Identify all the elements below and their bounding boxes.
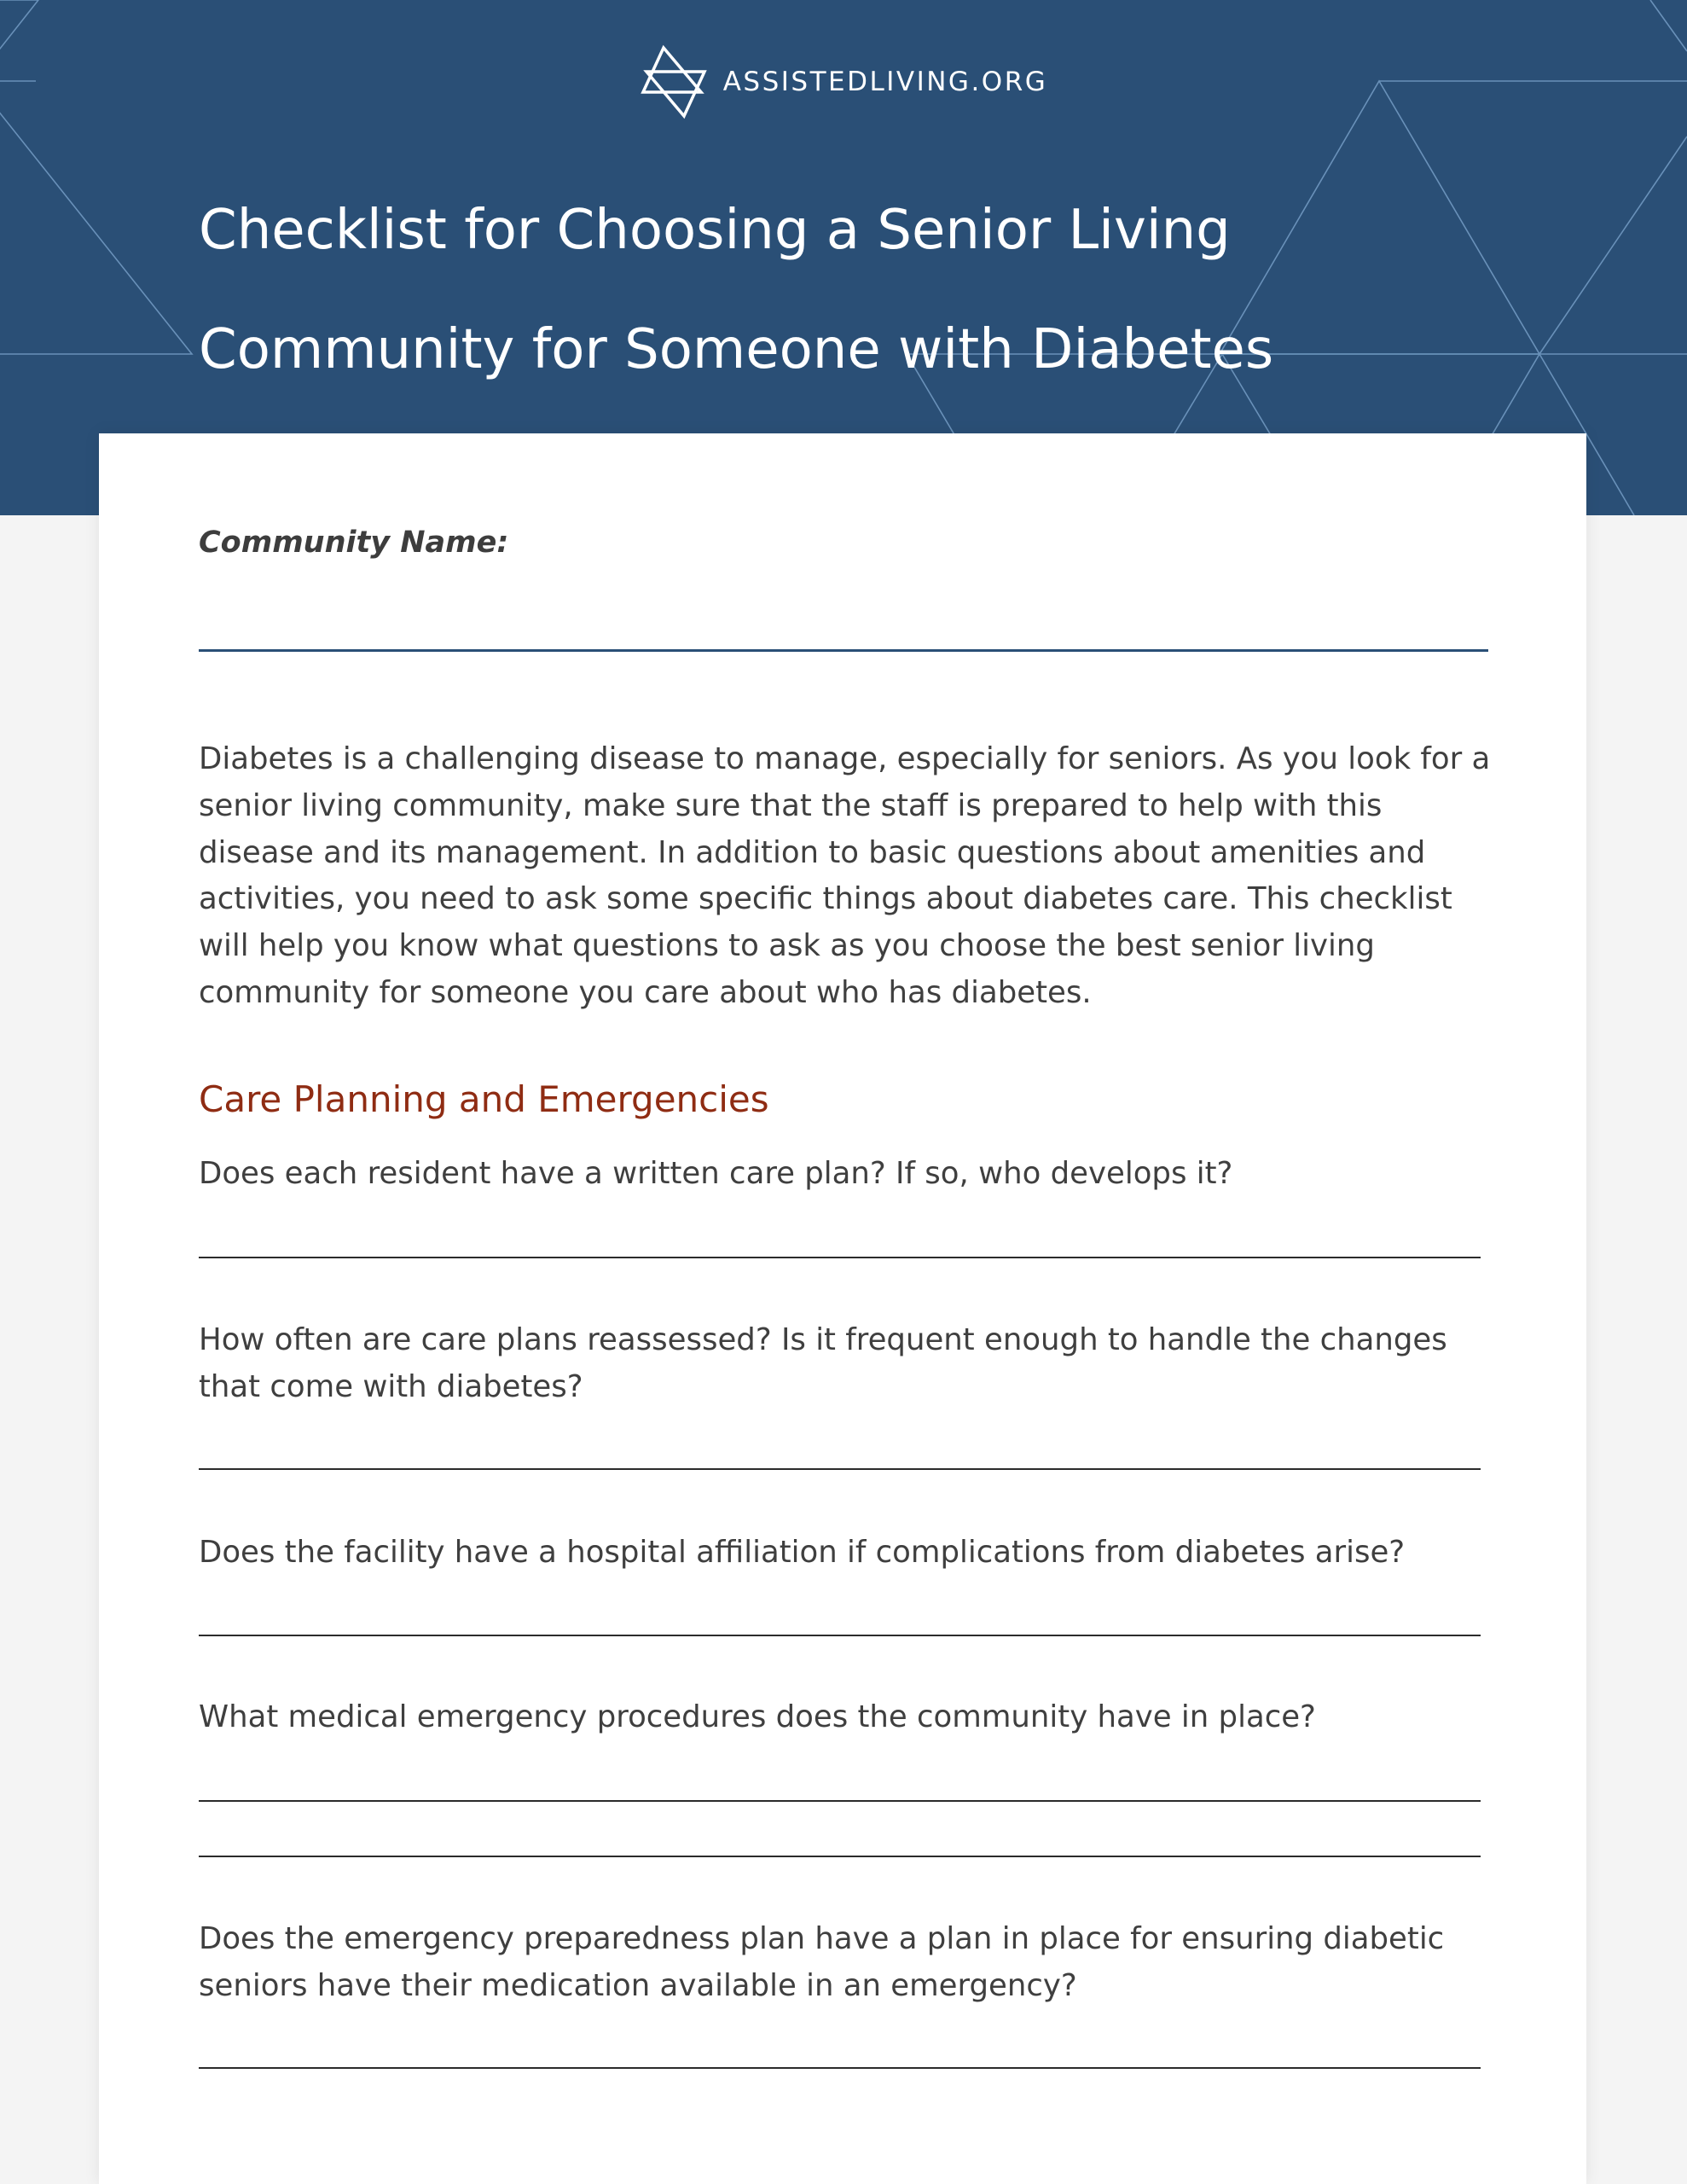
question-2: How often are care plans reassessed? Is it frequent enough to handle the changes that come with diabetes? xyxy=(199,1322,1447,1404)
page-title xyxy=(199,171,1529,410)
page-title-line-2: Community for Someone with Diabetes xyxy=(199,318,1274,381)
community-name-field[interactable] xyxy=(199,649,1488,652)
answer-line-1[interactable] xyxy=(199,1257,1481,1258)
section-heading: Care Planning and Emergencies xyxy=(199,1078,769,1120)
answer-line-3[interactable] xyxy=(199,1635,1481,1636)
answer-line-4b[interactable] xyxy=(199,1856,1481,1857)
intro-paragraph: Diabetes is a challenging disease to manage, especially for seniors. As you look for a senior living community, make sure that the staff is prepared to help with this disease and its management. In addition to basic questions about amenities and activities, you need to ask some specific things about diabetes care. This checklist will help you know what questions to ask as you choose the best senior living community for someone you care about who has diabetes. xyxy=(199,741,1491,1010)
brand-name: ASSISTEDLIVING.ORG xyxy=(722,67,1048,97)
assistedliving-logo-icon xyxy=(640,44,708,119)
community-name-label: Community Name: xyxy=(199,526,509,560)
pattern-triangle-left xyxy=(0,81,192,354)
answer-line-2[interactable] xyxy=(199,1468,1481,1470)
question-5: Does the emergency preparedness plan have a plan in place for ensuring diabetic seniors have their medication available in an emergency? xyxy=(199,1921,1445,2003)
pattern-line-right-top xyxy=(1650,0,1687,51)
pattern-line-right-diagonal xyxy=(1539,136,1687,354)
page-title-line-1: Checklist for Choosing a Senior Living xyxy=(199,199,1231,262)
checklist-card xyxy=(99,433,1586,2184)
answer-line-5[interactable] xyxy=(199,2067,1481,2069)
question-3: Does the facility have a hospital affiliation if complications from diabetes arise? xyxy=(199,1535,1406,1570)
question-1: Does each resident have a written care plan? If so, who develops it? xyxy=(199,1156,1233,1191)
question-4: What medical emergency procedures does the community have in place? xyxy=(199,1699,1316,1734)
answer-line-4a[interactable] xyxy=(199,1800,1481,1802)
brand xyxy=(0,44,1687,119)
